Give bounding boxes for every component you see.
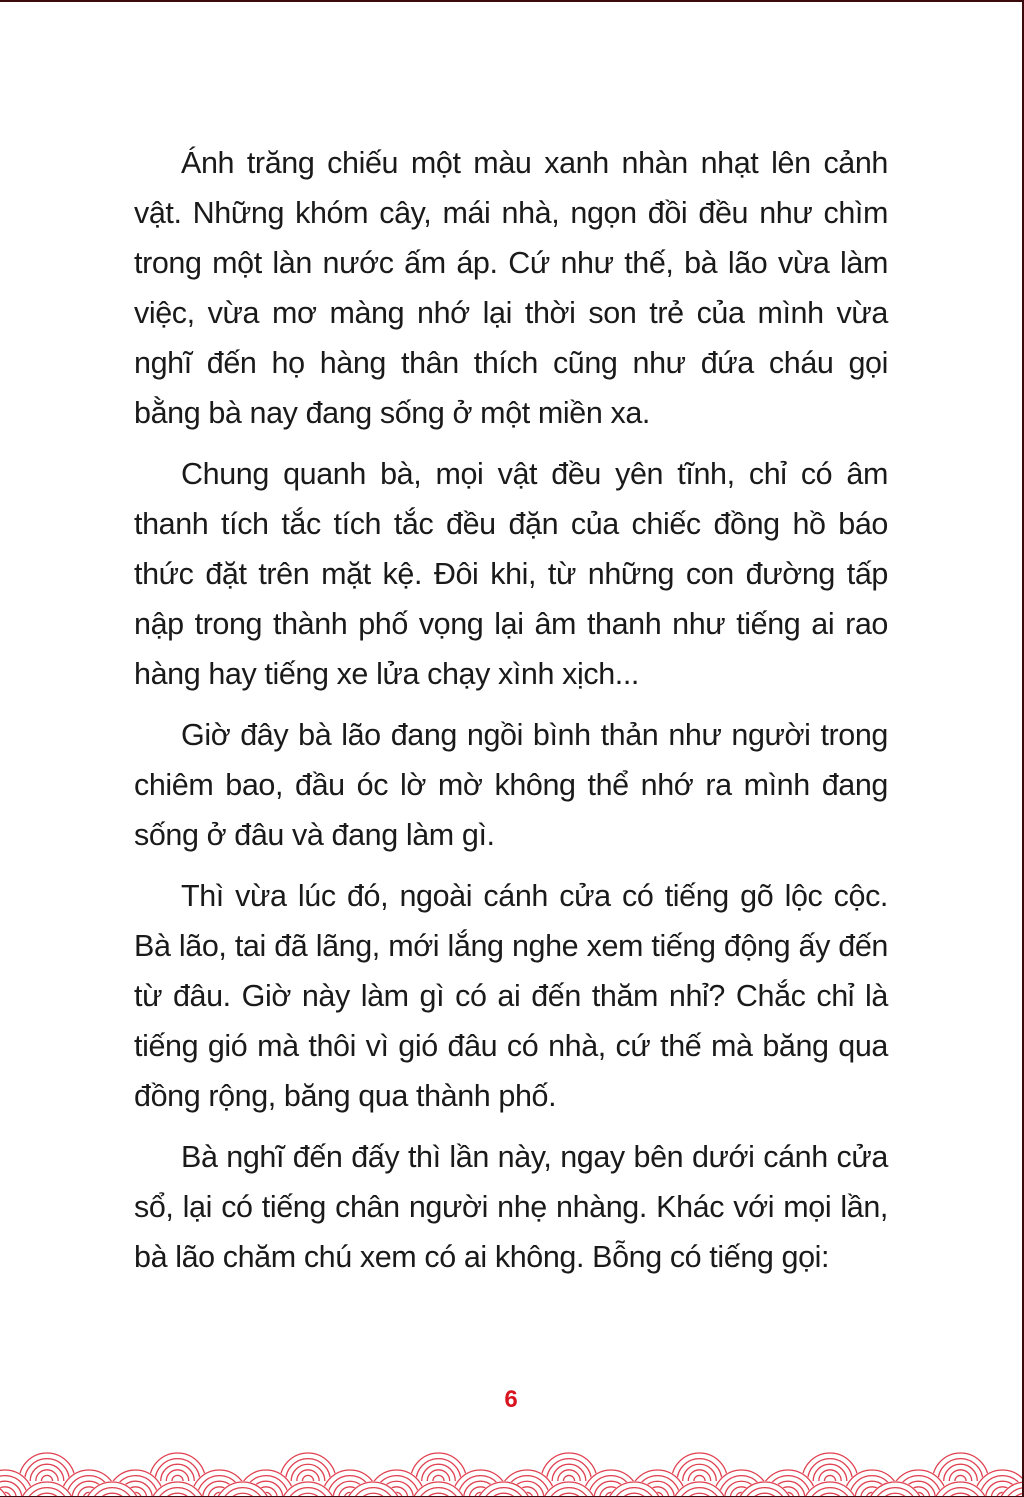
paragraph-4: Thì vừa lúc đó, ngoài cánh cửa có tiếng gõ lộc cộc. Bà lão, tai đã lãng, mới lắng nghe xem tiếng động ấy đến từ đâu. Giờ này làm gì có ai đến thăm nhỉ? Chắc chỉ là tiếng gió mà thôi vì gió đâu có nhà, cứ thế mà băng qua đồng rộng, băng qua thành phố. [134,879,888,1113]
paragraph-1: Ánh trăng chiếu một màu xanh nhàn nhạt lên cảnh vật. Những khóm cây, mái nhà, ngọn đồi đều như chìm trong một làn nước ấm áp. Cứ như thế, bà lão vừa làm việc, vừa mơ màng nhớ lại thời son trẻ của mình vừa nghĩ đến họ hàng thân thích cũng như đứa cháu gọi bằng bà nay đang sống ở một miền xa. [134,146,888,430]
seigaiha-wave-icon [0,1442,1022,1496]
paragraph-3: Giờ đây bà lão đang ngồi bình thản như người trong chiêm bao, đầu óc lờ mờ không thể nhớ ra mình đang sống ở đâu và đang làm gì. [134,718,888,852]
paragraph-5: Bà nghĩ đến đấy thì lần này, ngay bên dưới cánh cửa sổ, lại có tiếng chân người nhẹ nhàng. Khác với mọi lần, bà lão chăm chú xem có ai không. Bỗng có tiếng gọi: [134,1140,888,1274]
story-text [134,138,888,1282]
page-number: 6 [504,1386,518,1413]
paragraph-2: Chung quanh bà, mọi vật đều yên tĩnh, chỉ có âm thanh tích tắc tích tắc đều đặn của chiếc đồng hồ báo thức đặt trên mặt kệ. Đôi khi, từ những con đường tấp nập trong thành phố vọng lại âm thanh như tiếng ai rao hàng hay tiếng xe lửa chạy xình xịch... [134,457,888,691]
